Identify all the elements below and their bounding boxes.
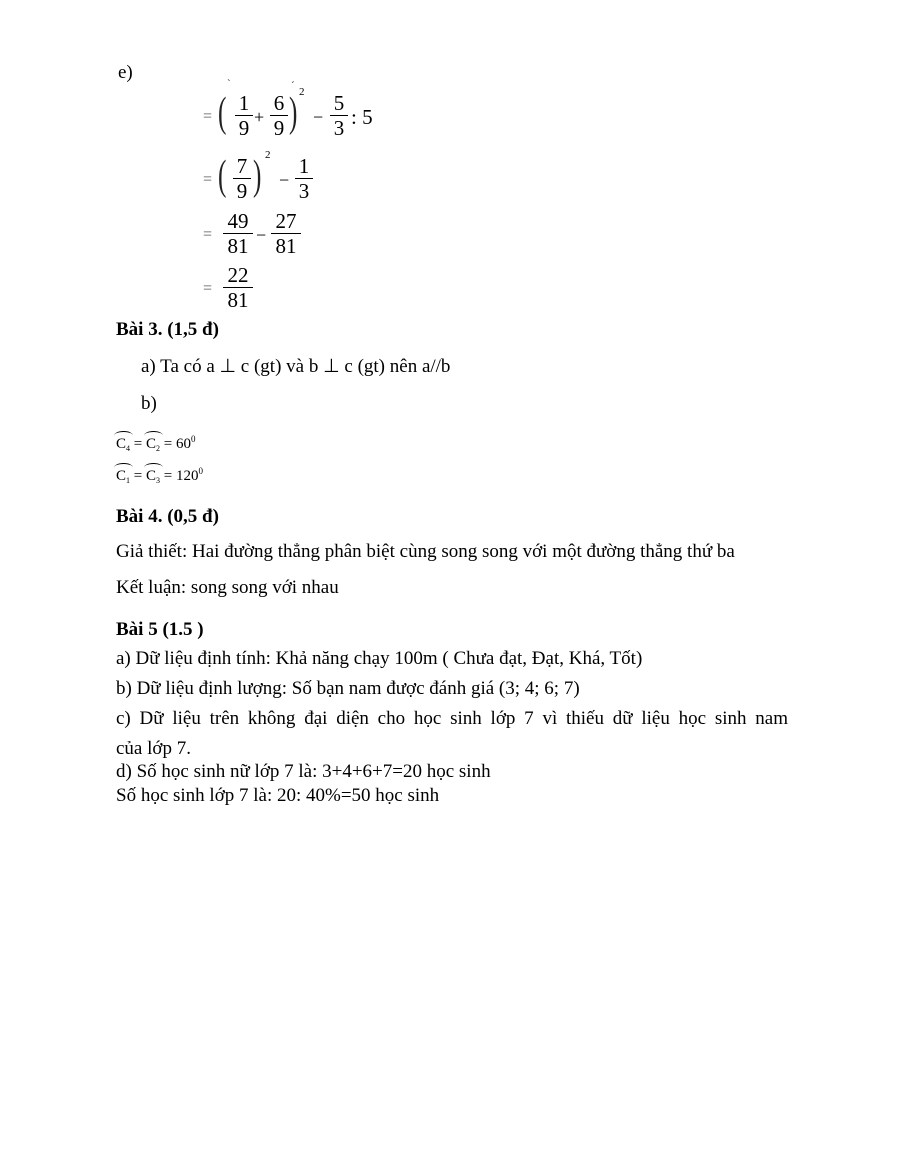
denominator: 9 [273, 116, 285, 140]
bai3-title: Bài 3. (1,5 đ) [116, 319, 219, 340]
bai5-part-b: b) Dữ liệu định lượng: Số bạn nam được đánh giá (3; 4; 6; 7) [116, 678, 580, 699]
right-paren: ) [289, 90, 298, 136]
numerator: 6 [273, 91, 285, 115]
angle-c4 [116, 436, 130, 453]
math-line-2 [203, 149, 343, 205]
angle-c1 [116, 468, 130, 485]
denominator: 9 [236, 179, 248, 203]
exponent: 2 [299, 86, 305, 98]
angle-equation-2 [116, 466, 203, 485]
bai5-part-d-line2: Số học sinh lớp 7 là: 20: 40%=50 học sinh [116, 785, 440, 806]
bai5-part-c-line1: c) Dữ liệu trên không đại diện cho học sinh lớp 7 vì thiếu dữ liệu học sinh nam [116, 708, 788, 729]
numerator: 27 [275, 209, 297, 233]
minus-sign: − [256, 225, 267, 245]
numerator: 7 [236, 154, 248, 178]
plus-sign: + [254, 107, 265, 127]
left-paren: ( [218, 90, 227, 136]
bai5-part-d-line1: d) Số học sinh nữ lớp 7 là: 3+4+6+7=20 học sinh [116, 761, 491, 782]
angle-subscript: 4 [126, 444, 131, 453]
denominator: 9 [238, 116, 250, 140]
paren-tick: ` [227, 78, 231, 90]
angle-letter: C [116, 468, 127, 484]
numerator: 1 [298, 154, 310, 178]
angle-subscript: 1 [126, 476, 131, 485]
bai5-title: Bài 5 (1.5 ) [116, 619, 204, 640]
part-e-label: e) [118, 62, 133, 83]
math-line-4 [203, 264, 283, 314]
exponent: 2 [265, 149, 271, 161]
equals-sign: = [133, 468, 143, 484]
fraction [223, 264, 253, 311]
divide-by: : 5 [351, 105, 373, 129]
fraction [295, 155, 313, 202]
fraction [330, 92, 348, 139]
equals-sign: = [203, 108, 213, 125]
angle-equation-1 [116, 434, 195, 453]
fraction [270, 92, 288, 139]
equals-sign: = [203, 280, 213, 297]
denominator: 3 [333, 116, 345, 140]
numerator: 5 [333, 91, 345, 115]
fraction [233, 155, 251, 202]
numerator: 22 [227, 263, 249, 287]
math-line-3 [203, 210, 323, 260]
angle-letter: C [145, 468, 156, 484]
angle-value: = 120 [163, 468, 199, 484]
equals-sign: = [133, 436, 143, 452]
angle-c2 [146, 436, 160, 453]
paren-tick: ´ [291, 80, 295, 92]
fraction [223, 210, 253, 257]
angle-value: = 60 [163, 436, 191, 452]
numerator: 1 [238, 91, 250, 115]
bai4-ket-luan: Kết luận: song song với nhau [116, 577, 339, 598]
bai3-part-b: b) [141, 393, 157, 414]
degree-mark: 0 [190, 434, 196, 444]
denominator: 81 [275, 234, 297, 258]
bai3-part-a: a) Ta có a ⊥ c (gt) và b ⊥ c (gt) nên a//b [141, 356, 451, 377]
math-line-1 [203, 78, 403, 142]
minus-sign: − [279, 170, 290, 190]
bai4-title: Bài 4. (0,5 đ) [116, 506, 219, 527]
angle-c3 [146, 468, 160, 485]
angle-letter: C [116, 436, 127, 452]
fraction [235, 92, 253, 139]
minus-sign: − [313, 107, 324, 127]
angle-subscript: 2 [156, 444, 160, 453]
degree-mark: 0 [198, 466, 203, 476]
right-paren: ) [253, 153, 262, 199]
angle-subscript: 3 [156, 476, 160, 485]
equals-sign: = [203, 226, 213, 243]
denominator: 81 [227, 234, 249, 258]
left-paren: ( [218, 153, 227, 199]
fraction [271, 210, 301, 257]
denominator: 3 [298, 179, 310, 203]
denominator: 81 [227, 288, 249, 312]
numerator: 49 [227, 209, 249, 233]
bai5-part-c-line2: của lớp 7. [116, 738, 191, 759]
bai5-part-a: a) Dữ liệu định tính: Khả năng chạy 100m ( Chưa đạt, Đạt, Khá, Tốt) [116, 648, 643, 669]
equals-sign: = [203, 171, 213, 188]
angle-letter: C [145, 436, 156, 452]
bai4-gia-thiet: Giả thiết: Hai đường thẳng phân biệt cùng song song với một đường thẳng thứ ba [116, 541, 735, 562]
